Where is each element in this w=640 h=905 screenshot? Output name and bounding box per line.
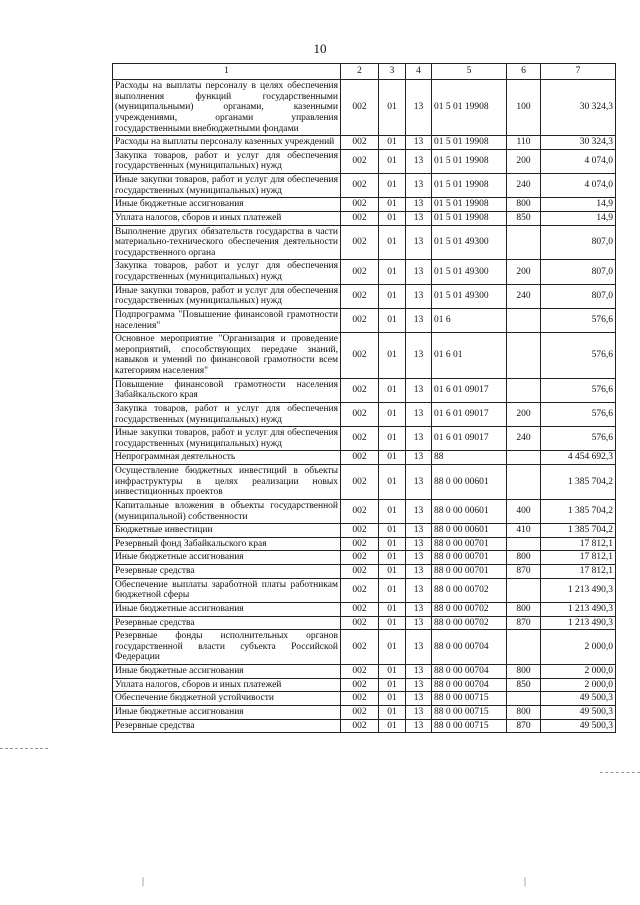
expense-type-code: 850: [507, 678, 541, 692]
subsection-code: 13: [406, 80, 432, 136]
margin-dash-right: [600, 772, 640, 773]
table-row: [113, 499, 616, 523]
ministry-code: 002: [341, 80, 379, 136]
target-item-code: 01 6 01: [432, 333, 507, 379]
header-cell: 4: [406, 64, 432, 80]
table-row: [113, 665, 616, 679]
ministry-code: 002: [341, 198, 379, 212]
target-item-code: 88 0 00 00715: [432, 705, 507, 719]
section-code: 01: [379, 524, 406, 538]
table-row: [113, 602, 616, 616]
section-code: 01: [379, 308, 406, 332]
scan-mark: |: [524, 876, 527, 887]
amount: 4 074,0: [541, 174, 616, 198]
ministry-code: 002: [341, 378, 379, 402]
row-name: Закупка товаров, работ и услуг для обеспечения государственных (муниципальных) нужд: [113, 260, 341, 284]
section-code: 01: [379, 284, 406, 308]
ministry-code: 002: [341, 665, 379, 679]
header-row: [113, 64, 616, 80]
expense-type-code: 850: [507, 211, 541, 225]
expense-type-code: [507, 225, 541, 260]
ministry-code: 002: [341, 705, 379, 719]
target-item-code: 01 5 01 49300: [432, 225, 507, 260]
expense-type-code: [507, 630, 541, 665]
target-item-code: 88 0 00 00704: [432, 678, 507, 692]
amount: 807,0: [541, 225, 616, 260]
amount: 1 213 490,3: [541, 578, 616, 602]
amount: 4 074,0: [541, 149, 616, 173]
section-code: 01: [379, 602, 406, 616]
subsection-code: 13: [406, 602, 432, 616]
subsection-code: 13: [406, 260, 432, 284]
subsection-code: 13: [406, 427, 432, 451]
ministry-code: 002: [341, 602, 379, 616]
ministry-code: 002: [341, 427, 379, 451]
row-name: Иные бюджетные ассигнования: [113, 198, 341, 212]
table-row: [113, 537, 616, 551]
subsection-code: 13: [406, 465, 432, 500]
subsection-code: 13: [406, 537, 432, 551]
amount: 576,6: [541, 333, 616, 379]
expense-type-code: 800: [507, 551, 541, 565]
row-name: Расходы на выплаты персоналу в целях обеспечения выполнения функций государственными (муниципальными) органами, казенными учреждениями, органами управления государственными внебюджетными фондами: [113, 80, 341, 136]
row-name: Иные закупки товаров, работ и услуг для обеспечения государственных (муниципальных) нужд: [113, 427, 341, 451]
amount: 17 812,1: [541, 537, 616, 551]
section-code: 01: [379, 378, 406, 402]
ministry-code: 002: [341, 465, 379, 500]
expense-type-code: 100: [507, 80, 541, 136]
amount: 14,9: [541, 211, 616, 225]
expense-type-code: 200: [507, 149, 541, 173]
subsection-code: 13: [406, 551, 432, 565]
table-row: [113, 524, 616, 538]
table-row: [113, 578, 616, 602]
subsection-code: 13: [406, 149, 432, 173]
expense-type-code: 870: [507, 616, 541, 630]
target-item-code: 88 0 00 00701: [432, 565, 507, 579]
ministry-code: 002: [341, 551, 379, 565]
table-row: [113, 616, 616, 630]
table-row: [113, 565, 616, 579]
expense-type-code: 240: [507, 174, 541, 198]
section-code: 01: [379, 465, 406, 500]
amount: 807,0: [541, 260, 616, 284]
subsection-code: 13: [406, 136, 432, 150]
section-code: 01: [379, 705, 406, 719]
table-row: [113, 630, 616, 665]
section-code: 01: [379, 630, 406, 665]
target-item-code: 01 5 01 19908: [432, 174, 507, 198]
table-row: [113, 308, 616, 332]
row-name: Обеспечение бюджетной устойчивости: [113, 692, 341, 706]
row-name: Уплата налогов, сборов и иных платежей: [113, 678, 341, 692]
expense-type-code: [507, 692, 541, 706]
table-row: [113, 198, 616, 212]
row-name: Резервный фонд Забайкальского края: [113, 537, 341, 551]
section-code: 01: [379, 665, 406, 679]
section-code: 01: [379, 174, 406, 198]
table-row: [113, 465, 616, 500]
target-item-code: 88: [432, 451, 507, 465]
section-code: 01: [379, 149, 406, 173]
ministry-code: 002: [341, 537, 379, 551]
ministry-code: 002: [341, 136, 379, 150]
subsection-code: 13: [406, 308, 432, 332]
row-name: Бюджетные инвестиции: [113, 524, 341, 538]
section-code: 01: [379, 136, 406, 150]
section-code: 01: [379, 537, 406, 551]
subsection-code: 13: [406, 578, 432, 602]
table-row: [113, 719, 616, 733]
target-item-code: 01 5 01 19908: [432, 80, 507, 136]
header-cell: 6: [507, 64, 541, 80]
row-name: Выполнение других обязательств государства в части материально-технического обеспечения деятельности государственного органа: [113, 225, 341, 260]
target-item-code: 88 0 00 00701: [432, 537, 507, 551]
row-name: Уплата налогов, сборов и иных платежей: [113, 211, 341, 225]
target-item-code: 88 0 00 00601: [432, 499, 507, 523]
header-cell: 5: [432, 64, 507, 80]
table-row: [113, 692, 616, 706]
table-row: [113, 333, 616, 379]
expense-type-code: [507, 465, 541, 500]
row-name: Резервные средства: [113, 719, 341, 733]
section-code: 01: [379, 211, 406, 225]
section-code: 01: [379, 402, 406, 426]
expense-type-code: [507, 333, 541, 379]
table-row: [113, 174, 616, 198]
subsection-code: 13: [406, 225, 432, 260]
table-row: [113, 211, 616, 225]
section-code: 01: [379, 499, 406, 523]
header-cell: 7: [541, 64, 616, 80]
target-item-code: 01 6 01 09017: [432, 378, 507, 402]
ministry-code: 002: [341, 719, 379, 733]
table-row: [113, 284, 616, 308]
subsection-code: 13: [406, 719, 432, 733]
expense-type-code: 240: [507, 284, 541, 308]
header-cell: 1: [113, 64, 341, 80]
expense-type-code: [507, 578, 541, 602]
section-code: 01: [379, 719, 406, 733]
target-item-code: 01 6: [432, 308, 507, 332]
table-row: [113, 451, 616, 465]
table-row: [113, 378, 616, 402]
subsection-code: 13: [406, 705, 432, 719]
row-name: Закупка товаров, работ и услуг для обеспечения государственных (муниципальных) нужд: [113, 402, 341, 426]
expense-type-code: [507, 451, 541, 465]
expense-type-code: 410: [507, 524, 541, 538]
section-code: 01: [379, 565, 406, 579]
section-code: 01: [379, 692, 406, 706]
ministry-code: 002: [341, 174, 379, 198]
expense-type-code: 800: [507, 665, 541, 679]
row-name: Непрограммная деятельность: [113, 451, 341, 465]
section-code: 01: [379, 451, 406, 465]
amount: 2 000,0: [541, 678, 616, 692]
table-row: [113, 80, 616, 136]
expense-type-code: [507, 308, 541, 332]
ministry-code: 002: [341, 333, 379, 379]
target-item-code: 88 0 00 00704: [432, 630, 507, 665]
ministry-code: 002: [341, 225, 379, 260]
ministry-code: 002: [341, 308, 379, 332]
table-row: [113, 225, 616, 260]
amount: 807,0: [541, 284, 616, 308]
target-item-code: 88 0 00 00702: [432, 578, 507, 602]
section-code: 01: [379, 578, 406, 602]
expense-type-code: 400: [507, 499, 541, 523]
target-item-code: 88 0 00 00601: [432, 524, 507, 538]
row-name: Закупка товаров, работ и услуг для обеспечения государственных (муниципальных) нужд: [113, 149, 341, 173]
subsection-code: 13: [406, 211, 432, 225]
row-name: Иные закупки товаров, работ и услуг для обеспечения государственных (муниципальных) нужд: [113, 174, 341, 198]
amount: 49 500,3: [541, 692, 616, 706]
amount: 49 500,3: [541, 719, 616, 733]
subsection-code: 13: [406, 616, 432, 630]
amount: 1 385 704,2: [541, 465, 616, 500]
ministry-code: 002: [341, 284, 379, 308]
ministry-code: 002: [341, 211, 379, 225]
target-item-code: 01 5 01 49300: [432, 284, 507, 308]
subsection-code: 13: [406, 630, 432, 665]
table-row: [113, 402, 616, 426]
amount: 17 812,1: [541, 565, 616, 579]
scan-mark: |: [142, 876, 145, 887]
ministry-code: 002: [341, 402, 379, 426]
subsection-code: 13: [406, 198, 432, 212]
row-name: Подпрограмма "Повышение финансовой грамотности населения": [113, 308, 341, 332]
page-number: 10: [313, 41, 327, 56]
expense-type-code: 870: [507, 565, 541, 579]
header-cell: 3: [379, 64, 406, 80]
row-name: Иные бюджетные ассигнования: [113, 551, 341, 565]
row-name: Иные закупки товаров, работ и услуг для обеспечения государственных (муниципальных) нужд: [113, 284, 341, 308]
table-row: [113, 551, 616, 565]
amount: 2 000,0: [541, 665, 616, 679]
expense-type-code: 110: [507, 136, 541, 150]
subsection-code: 13: [406, 678, 432, 692]
expense-type-code: 200: [507, 402, 541, 426]
section-code: 01: [379, 260, 406, 284]
amount: 1 213 490,3: [541, 616, 616, 630]
expense-type-code: [507, 537, 541, 551]
table-row: [113, 260, 616, 284]
row-name: Иные бюджетные ассигнования: [113, 665, 341, 679]
section-code: 01: [379, 678, 406, 692]
amount: 1 385 704,2: [541, 524, 616, 538]
target-item-code: 01 5 01 49300: [432, 260, 507, 284]
amount: 576,6: [541, 308, 616, 332]
subsection-code: 13: [406, 402, 432, 426]
subsection-code: 13: [406, 524, 432, 538]
subsection-code: 13: [406, 451, 432, 465]
section-code: 01: [379, 198, 406, 212]
section-code: 01: [379, 616, 406, 630]
expense-type-code: [507, 378, 541, 402]
target-item-code: 88 0 00 00704: [432, 665, 507, 679]
amount: 4 454 692,3: [541, 451, 616, 465]
row-name: Осуществление бюджетных инвестиций в объекты инфраструктуры в целях реализации новых инвестиционных проектов: [113, 465, 341, 500]
amount: 30 324,3: [541, 136, 616, 150]
amount: 17 812,1: [541, 551, 616, 565]
expense-type-code: 800: [507, 198, 541, 212]
row-name: Иные бюджетные ассигнования: [113, 602, 341, 616]
subsection-code: 13: [406, 565, 432, 579]
row-name: Основное мероприятие "Организация и проведение мероприятий, способствующих передаче знаний, навыков и умений по финансовой грамотности всем категориям населения": [113, 333, 341, 379]
section-code: 01: [379, 551, 406, 565]
section-code: 01: [379, 225, 406, 260]
table-row: [113, 678, 616, 692]
target-item-code: 01 5 01 19908: [432, 198, 507, 212]
table-row: [113, 427, 616, 451]
margin-dash-left: [0, 748, 48, 749]
row-name: Иные бюджетные ассигнования: [113, 705, 341, 719]
table-row: [113, 149, 616, 173]
subsection-code: 13: [406, 665, 432, 679]
subsection-code: 13: [406, 499, 432, 523]
expense-type-code: 200: [507, 260, 541, 284]
amount: 1 213 490,3: [541, 602, 616, 616]
table-row: [113, 705, 616, 719]
row-name: Обеспечение выплаты заработной платы работникам бюджетной сферы: [113, 578, 341, 602]
target-item-code: 01 5 01 19908: [432, 149, 507, 173]
amount: 30 324,3: [541, 80, 616, 136]
ministry-code: 002: [341, 565, 379, 579]
target-item-code: 88 0 00 00701: [432, 551, 507, 565]
subsection-code: 13: [406, 333, 432, 379]
ministry-code: 002: [341, 578, 379, 602]
amount: 2 000,0: [541, 630, 616, 665]
ministry-code: 002: [341, 260, 379, 284]
ministry-code: 002: [341, 678, 379, 692]
row-name: Резервные средства: [113, 565, 341, 579]
ministry-code: 002: [341, 630, 379, 665]
ministry-code: 002: [341, 149, 379, 173]
amount: 576,6: [541, 378, 616, 402]
amount: 576,6: [541, 427, 616, 451]
subsection-code: 13: [406, 692, 432, 706]
section-code: 01: [379, 333, 406, 379]
row-name: Повышение финансовой грамотности населения Забайкальского края: [113, 378, 341, 402]
expense-type-code: 870: [507, 719, 541, 733]
row-name: Капитальные вложения в объекты государственной (муниципальной) собственности: [113, 499, 341, 523]
section-code: 01: [379, 80, 406, 136]
budget-table: [112, 63, 616, 733]
ministry-code: 002: [341, 692, 379, 706]
amount: 14,9: [541, 198, 616, 212]
subsection-code: 13: [406, 284, 432, 308]
expense-type-code: 800: [507, 705, 541, 719]
target-item-code: 88 0 00 00715: [432, 719, 507, 733]
target-item-code: 88 0 00 00702: [432, 602, 507, 616]
ministry-code: 002: [341, 616, 379, 630]
expense-type-code: 800: [507, 602, 541, 616]
ministry-code: 002: [341, 451, 379, 465]
subsection-code: 13: [406, 378, 432, 402]
ministry-code: 002: [341, 499, 379, 523]
amount: 1 385 704,2: [541, 499, 616, 523]
section-code: 01: [379, 427, 406, 451]
row-name: Резервные фонды исполнительных органов государственной власти субъекта Российской Федерации: [113, 630, 341, 665]
amount: 576,6: [541, 402, 616, 426]
subsection-code: 13: [406, 174, 432, 198]
row-name: Резервные средства: [113, 616, 341, 630]
target-item-code: 88 0 00 00601: [432, 465, 507, 500]
table-row: [113, 136, 616, 150]
expense-type-code: 240: [507, 427, 541, 451]
amount: 49 500,3: [541, 705, 616, 719]
ministry-code: 002: [341, 524, 379, 538]
target-item-code: 01 6 01 09017: [432, 427, 507, 451]
target-item-code: 01 5 01 19908: [432, 136, 507, 150]
target-item-code: 88 0 00 00702: [432, 616, 507, 630]
header-cell: 2: [341, 64, 379, 80]
target-item-code: 01 6 01 09017: [432, 402, 507, 426]
target-item-code: 01 5 01 19908: [432, 211, 507, 225]
row-name: Расходы на выплаты персоналу казенных учреждений: [113, 136, 341, 150]
target-item-code: 88 0 00 00715: [432, 692, 507, 706]
